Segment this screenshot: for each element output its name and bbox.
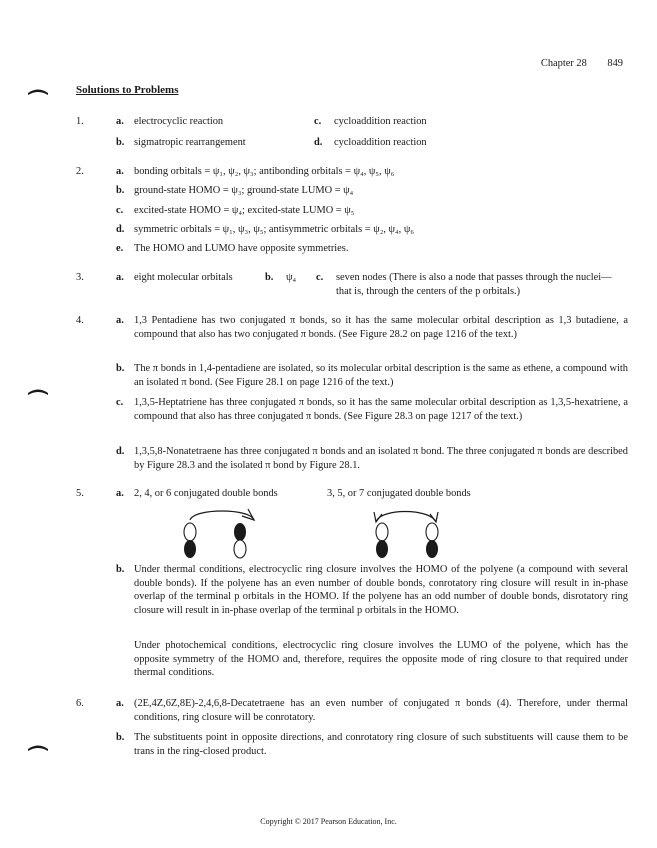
orbital-diagram-conrotatory xyxy=(172,504,272,560)
part-letter: d. xyxy=(116,224,125,235)
binding-mark xyxy=(27,386,49,396)
part-letter: c. xyxy=(116,397,124,408)
part-letter: d. xyxy=(314,137,323,148)
answer-text: The π bonds in 1,4-pentadiene are isolated, so its molecular orbital description is the same as ethene, a compound with an isolated π bond. (See Figure 28.1 on page 1216 of the text.) xyxy=(134,363,628,388)
part-letter: b. xyxy=(116,732,125,743)
answer-text: cycloaddition reaction xyxy=(334,137,427,148)
part-letter: d. xyxy=(116,446,125,457)
chapter-label: Chapter 28 xyxy=(540,58,587,69)
problem-number: 5. xyxy=(76,488,84,499)
answer-text: 1,3,5-Heptatriene has three conjugated π bonds, so it has the same molecular orbital description as 1,3,5-hexatriene, a compound that also has three conjugated π bonds. (See Figure 28.3 on page 1217 of the text.) xyxy=(134,397,628,422)
problem-number: 1. xyxy=(76,116,84,127)
answer-text: The substituents point in opposite directions, and conrotatory ring closure of such substituents will cause them to be trans in the ring-closed product. xyxy=(134,732,628,757)
answer-text: cycloaddition reaction xyxy=(334,116,427,127)
problem-number: 6. xyxy=(76,698,84,709)
part-letter: a. xyxy=(116,488,124,499)
binding-mark xyxy=(27,742,49,752)
page-number: 849 xyxy=(607,58,623,69)
problem-number: 2. xyxy=(76,166,84,177)
part-letter: c. xyxy=(116,205,124,216)
answer-text: electrocyclic reaction xyxy=(134,116,224,127)
part-letter: b. xyxy=(116,185,125,196)
answer-text: ψ₄ xyxy=(286,272,297,283)
answer-text: bonding orbitals = ψ₁, ψ₂, ψ₃; antibonding orbitals = ψ₄, ψ₅, ψ₆ xyxy=(134,166,395,177)
answer-text: excited-state HOMO = ψ₄; excited-state LUMO = ψ₅ xyxy=(134,205,355,216)
part-letter: a. xyxy=(116,272,124,283)
page-header xyxy=(541,57,623,71)
binding-mark xyxy=(27,86,49,96)
answer-text: 1,3,5,8-Nonatetraene has three conjugated π bonds and an isolated π bond. The three conjugated π bonds are described by Figure 28.3 and the isolated π bond by Figure 28.1. xyxy=(134,446,628,471)
part-letter: a. xyxy=(116,315,124,326)
answer-text: seven nodes (There is also a node that passes through the nuclei—that is, through the centers of the p orbitals.) xyxy=(336,272,612,297)
part-letter: a. xyxy=(116,698,124,709)
part-letter: c. xyxy=(314,116,322,127)
problem-number: 3. xyxy=(76,272,84,283)
part-letter: b. xyxy=(116,137,125,148)
problem-number: 4. xyxy=(76,315,84,326)
answer-text: 2, 4, or 6 conjugated double bonds xyxy=(134,488,278,499)
part-letter: a. xyxy=(116,166,124,177)
answer-text: Under photochemical conditions, electrocyclic ring closure involves the LUMO of the polyene, which has the opposite symmetry of the HOMO and, therefore, requires the opposite mode of ring closure to that required under thermal conditions. xyxy=(134,640,628,679)
part-letter: b. xyxy=(116,564,125,575)
orbital-diagram-disrotatory xyxy=(360,504,460,560)
part-letter: b. xyxy=(265,272,274,283)
answer-text: Under thermal conditions, electrocyclic ring closure involves the HOMO of the polyene (a compound with several double bonds). If the polyene has an even number of double bonds, conrotatory ring closure will result in in-phase overlap of the terminal p orbitals in the HOMO. If the polyene has an odd number of double bonds, disrotatory ring closure will result in in-phase overlap of the terminal p orbitals in the HOMO. xyxy=(134,564,628,616)
answer-text: ground-state HOMO = ψ₃; ground-state LUMO = ψ₄ xyxy=(134,185,354,196)
answer-text: 3, 5, or 7 conjugated double bonds xyxy=(327,488,471,499)
answer-text: (2E,4Z,6Z,8E)-2,4,6,8-Decatetraene has an even number of conjugated π bonds (4). Therefore, under thermal conditions, ring closure will be conrotatory. xyxy=(134,698,628,723)
copyright-footer: Copyright © 2017 Pearson Education, Inc. xyxy=(260,817,397,826)
part-letter: a. xyxy=(116,116,124,127)
answer-text: sigmatropic rearrangement xyxy=(134,137,246,148)
answer-text: symmetric orbitals = ψ₁, ψ₃, ψ₅; antisymmetric orbitals = ψ₂, ψ₄, ψ₆ xyxy=(134,224,414,235)
part-letter: b. xyxy=(116,363,125,374)
part-letter: c. xyxy=(316,272,324,283)
answer-text: The HOMO and LUMO have opposite symmetries. xyxy=(134,243,349,254)
part-letter: e. xyxy=(116,243,124,254)
answer-text: 1,3 Pentadiene has two conjugated π bonds, so it has the same molecular orbital description as 1,3 butadiene, a compound that also has two conjugated π bonds. (See Figure 28.2 on page 1216 of the text.) xyxy=(134,315,628,340)
section-title: Solutions to Problems xyxy=(76,84,179,96)
answer-text: eight molecular orbitals xyxy=(134,272,233,283)
